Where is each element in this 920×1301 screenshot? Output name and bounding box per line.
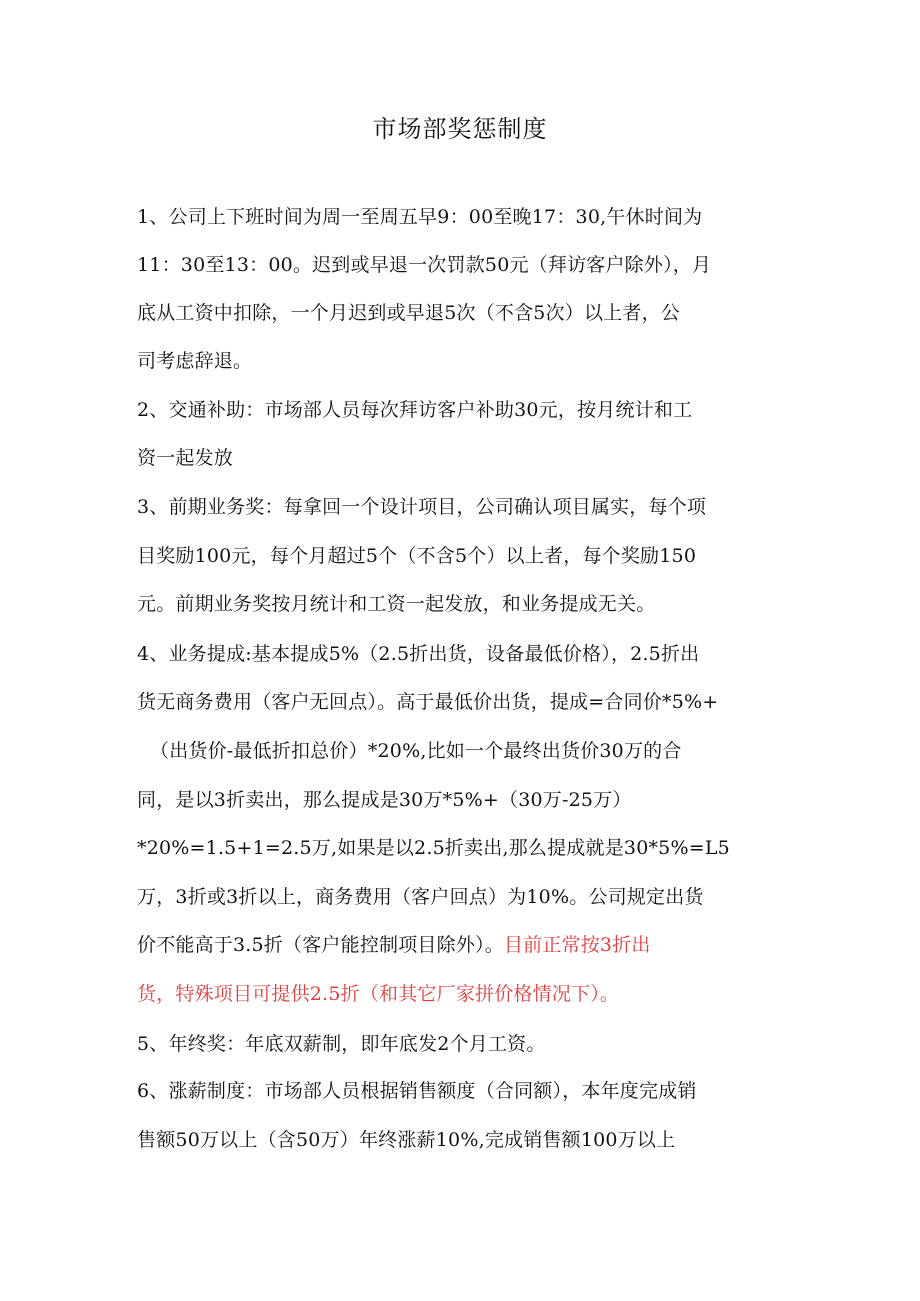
text-line: 售额50万以上（含50万）年终涨薪10%,完成销售额100万以上 bbox=[137, 1129, 676, 1151]
text-line: 同，是以3折卖出，那么提成是30万*5%+（30万-25万） bbox=[137, 789, 632, 811]
text-line: 3、前期业务奖：每拿回一个设计项目，公司确认项目属实，每个项 bbox=[137, 496, 707, 518]
text-line: 元。前期业务奖按月统计和工资一起发放，和业务提成无关。 bbox=[137, 593, 656, 615]
text-line: 万，3折或3折以上，商务费用（客户回点）为10%。公司规定出货 bbox=[137, 886, 704, 908]
highlighted-text: 货，特殊项目可提供2.5折（和其它厂家拼价格情况下）。 bbox=[137, 983, 620, 1005]
text-line: 11：30至13：00。迟到或早退一次罚款50元（拜访客户除外），月 bbox=[137, 254, 712, 276]
text-line: *20%=1.5+1=2.5万,如果是以2.5折卖出,那么提成就是30*5%=L5 bbox=[137, 837, 730, 859]
text-line: 价不能高于3.5折（客户能控制项目除外）。目前正常按3折出 bbox=[137, 934, 651, 956]
text-line: 6、涨薪制度：市场部人员根据销售额度（合同额），本年度完成销 bbox=[137, 1080, 697, 1102]
text-line: 司考虑辞退。 bbox=[137, 350, 253, 372]
text-line: 目奖励100元，每个月超过5个（不含5个）以上者，每个奖励150 bbox=[137, 545, 697, 567]
highlighted-text: 目前正常按3折出 bbox=[503, 934, 651, 956]
text-line: 底从工资中扣除，一个月迟到或早退5次（不含5次）以上者，公 bbox=[137, 302, 680, 324]
text-line: 资一起发放 bbox=[137, 447, 234, 469]
text-line: （出货价-最低折扣总价）*20%,比如一个最终出货价30万的合 bbox=[150, 740, 682, 762]
text-line bbox=[137, 980, 619, 1008]
text-line: 1、公司上下班时间为周一至周五早9：00至晚17：30,午休时间为 bbox=[137, 206, 703, 228]
text-line: 2、交通补助：市场部人员每次拜访客户补助30元，按月统计和工 bbox=[137, 399, 693, 421]
text-line: 5、年终奖：年底双薪制，即年底发2个月工资。 bbox=[137, 1033, 546, 1055]
text-line: 4、业务提成:基本提成5%（2.5折出货，设备最低价格），2.5折出 bbox=[137, 643, 700, 665]
text-line: 货无商务费用（客户无回点）。高于最低价出货，提成=合同价*5%+ bbox=[137, 691, 719, 713]
document-title: 市场部奖惩制度 bbox=[372, 115, 548, 143]
